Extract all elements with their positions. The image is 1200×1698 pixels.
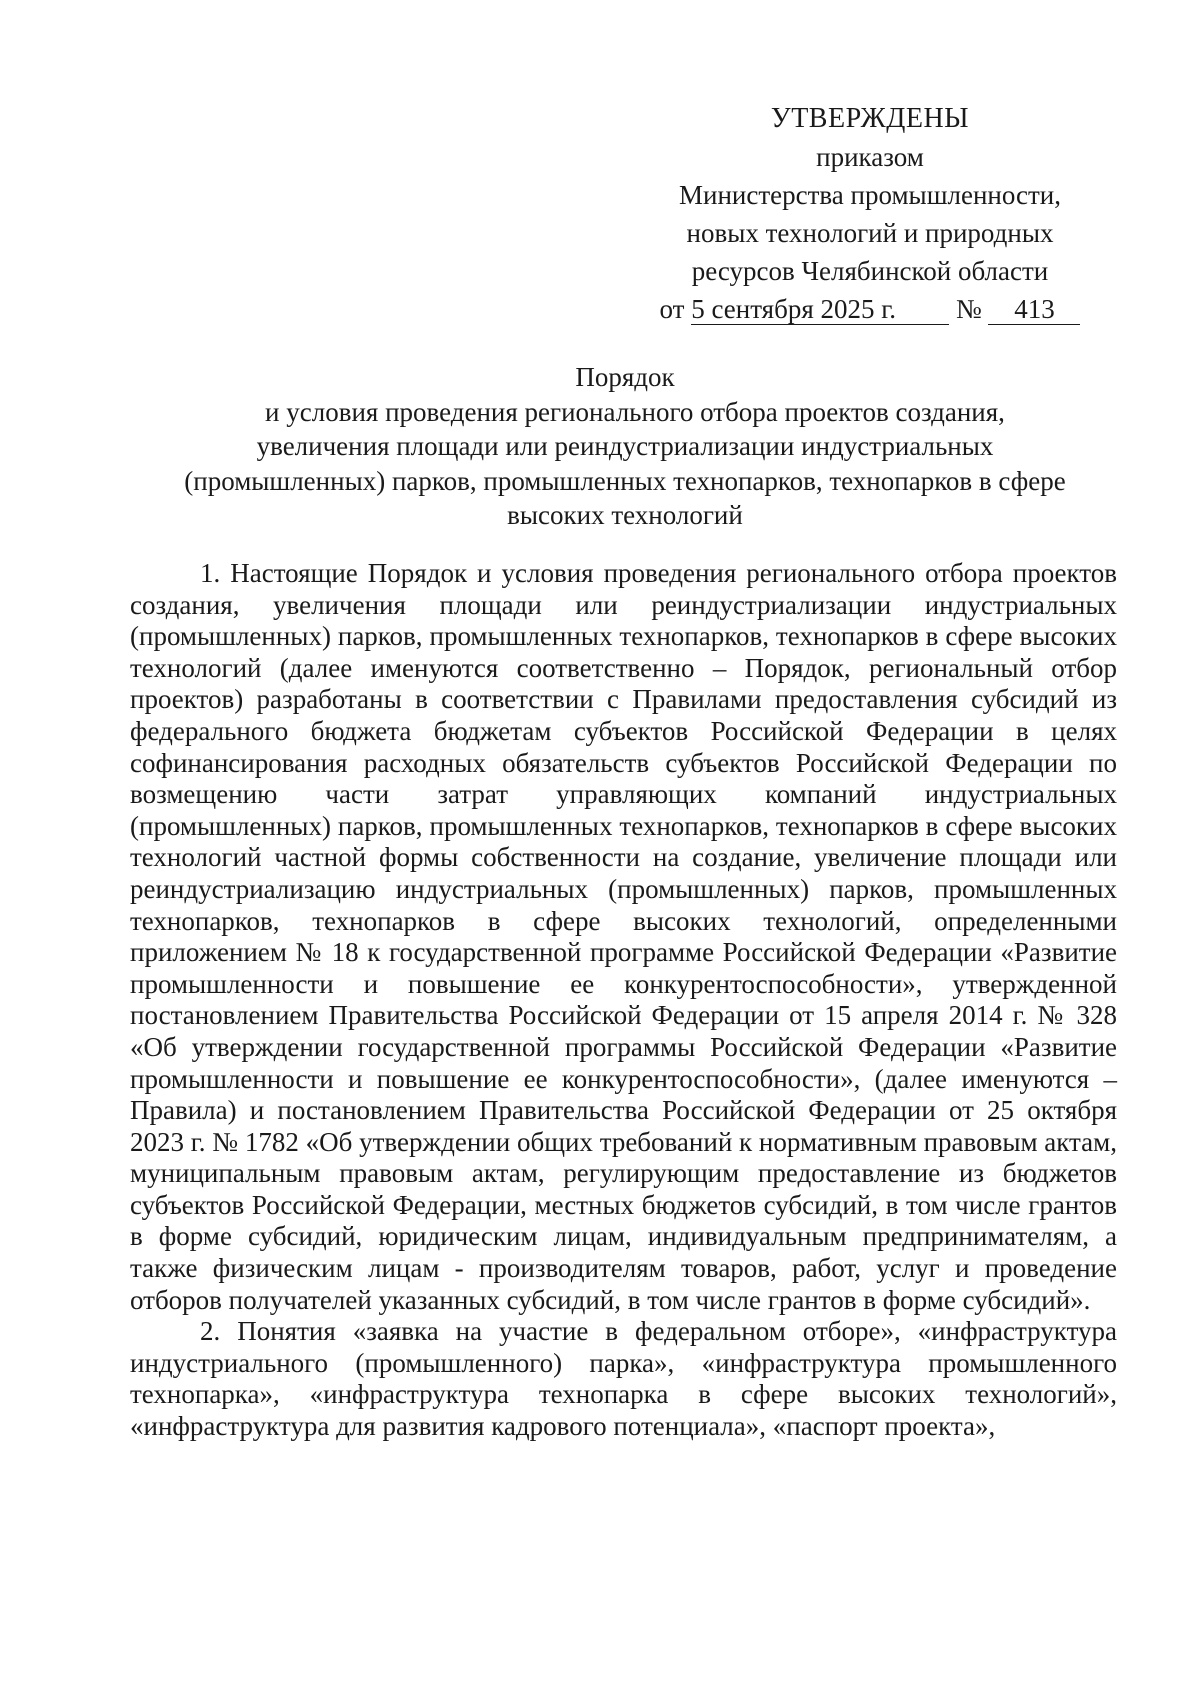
heading-title: Порядок (575, 362, 675, 392)
heading-line: (промышленных) парков, промышленных технопарков, технопарков в сфере (184, 465, 1066, 496)
document-heading (130, 360, 1120, 533)
paragraph: 1. Настоящие Порядок и условия проведения регионального отбора проектов создания, увеличения площади или реиндустриализации индустриальных (промышленных) парков, промышленных технопарков, технопарков в сфере высоких технологий (далее именуются соответственно – Порядок, региональный отбор проектов) разработаны в соответствии с Правилами предоставления субсидий из федерального бюджета бюджетам субъектов Российской Федерации в целях софинансирования расходных обязательств субъектов Российской Федерации по возмещению части затрат управляющих компаний индустриальных (промышленных) парков, промышленных технопарков, технопарков в сфере высоких технологий частной формы собственности на создание, увеличение площади или реиндустриализацию индустриальных (промышленных) парков, промышленных технопарков, технопарков в сфере высоких технологий, определенными приложением № 18 к государственной программе Российской Федерации «Развитие промышленности и повышение ее конкурентоспособности», утвержденной постановлением Правительства Российской Федерации от 15 апреля 2014 г. № 328 «Об утверждении государственной программы Российской Федерации «Развитие промышленности и повышение ее конкурентоспособности», (далее именуются – Правила) и постановлением Правительства Российской Федерации от 25 октября 2023 г. № 1782 «Об утверждении общих требований к нормативным правовым актам, муниципальным правовым актам, регулирующим предоставление из бюджетов субъектов Российской Федерации, местных бюджетов субсидий, в том числе грантов в форме субсидий, юридическим лицам, индивидуальным предпринимателям, а также физическим лицам - производителям товаров, работ, услуг и проведение отборов получателей указанных субсидий, в том числе грантов в форме субсидий». (130, 558, 1117, 1315)
heading-line: высоких технологий (507, 500, 743, 530)
approval-line: новых технологий и природных (686, 218, 1054, 248)
approval-line: ресурсов Челябинской области (691, 256, 1049, 286)
approval-number: 413 (988, 294, 1080, 325)
approval-date-line (650, 290, 1090, 328)
document-body (130, 558, 1117, 1443)
approval-line: Министерства промышленности, (679, 180, 1061, 210)
approval-block (650, 100, 1090, 328)
paragraph: 2. Понятия «заявка на участие в федеральном отборе», «инфраструктура индустриального (промышленного) парка», «инфраструктура промышленного технопарка», «инфраструктура технопарка в сфере высоких технологий», «инфраструктура для развития кадрового потенциала», «паспорт проекта», (130, 1316, 1117, 1442)
approval-line: приказом (816, 142, 924, 172)
heading-line: и условия проведения регионального отбора проектов создания, (265, 396, 1005, 427)
approval-date: 5 сентября 2025 г. (691, 294, 949, 325)
date-prefix: от (659, 294, 685, 324)
heading-line: увеличения площади или реиндустриализации индустриальных (256, 431, 994, 461)
number-sign: № (955, 294, 982, 324)
approval-title: УТВЕРЖДЕНЫ (770, 103, 970, 134)
